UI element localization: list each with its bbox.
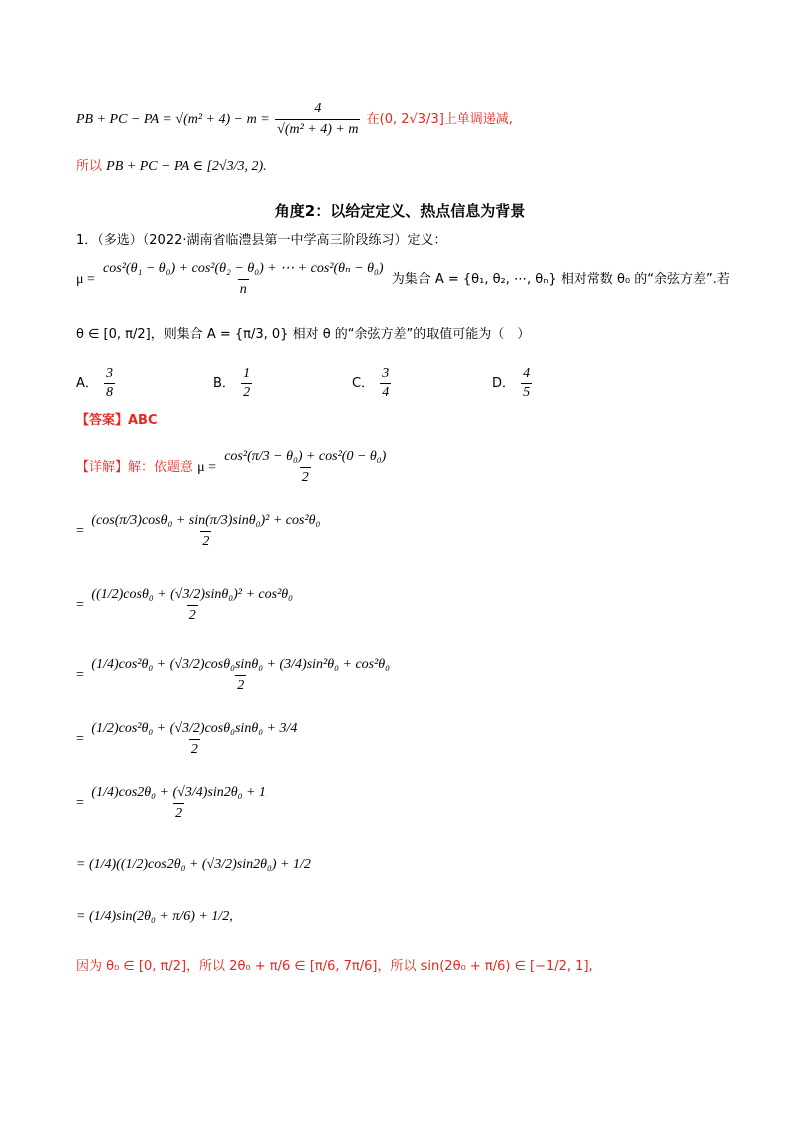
option-a[interactable] — [76, 366, 117, 401]
solution-step-6: = $\frac{\text{(1/4)cos2θ₀ + (√3/4)sin2θ₀ + 1}}{2}$ — [76, 785, 266, 821]
mu-fraction — [101, 260, 386, 299]
option-b-num: 1 — [243, 366, 251, 381]
option-c-label: C． — [352, 376, 375, 391]
condition-line: θ ∈ [0, π/2]，则集合 A = {π/3, 0} 相对 θ 的“余弦方差”的取值可能为（ ） — [76, 327, 531, 342]
mu-description: 为集合 A = {θ₁, θ₂, ⋯, θₙ} 相对常数 θ₀ 的“余弦方差”.若 — [391, 272, 730, 287]
solution-step-8: = (1/4)sin(2θ₀ + π/6) + 1/2, — [76, 909, 233, 924]
step-6-den: 2 — [173, 803, 184, 823]
definition-line — [76, 260, 730, 299]
expr-pb-pc-pa: PB + PC − PA = √(m² + 4) − m = — [76, 112, 274, 127]
step-2-den: 2 — [200, 531, 211, 551]
option-c-den: 4 — [382, 385, 390, 400]
solution-final — [76, 958, 593, 976]
section-heading: 角度2：以给定定义、热点信息为背景 — [274, 202, 526, 220]
option-d-fraction — [521, 366, 532, 401]
monotonic-note: 在(0, 2√3/3]上单调递减, — [366, 112, 513, 127]
mu-symbol: μ = — [76, 272, 95, 287]
mu-numerator: cos²(θ₁ − θ₀) + cos²(θ₂ − θ₀) + ⋯ + cos²(θₙ − θ₀) — [103, 261, 384, 276]
step-1-num: cos²(π/3 − θ₀) + cos²(0 − θ₀) — [224, 449, 387, 464]
option-c[interactable] — [352, 366, 393, 401]
option-b[interactable] — [213, 366, 254, 401]
option-b-den: 2 — [243, 385, 251, 400]
fraction-denominator: √(m² + 4) + m — [275, 119, 360, 139]
solution-step-7: = (1/4)((1/2)cos2θ₀ + (√3/2)sin2θ₀) + 1/2 — [76, 857, 311, 872]
range-expr: PB + PC − PA ∈ [2√3/3, 2). — [106, 159, 267, 174]
step-1-den: 2 — [300, 467, 311, 487]
top-line-1 — [76, 100, 513, 139]
option-b-fraction — [241, 366, 252, 401]
solution-step-4: = $\frac{\text{(1/4)cos²θ₀ + (√3/2)cosθ₀sinθ₀ + (3/4)sin²θ₀ + cos²θ₀}}{2}$ — [76, 657, 391, 693]
fraction-4-over-root — [275, 100, 360, 139]
answer-line: 【答案】ABC — [76, 413, 158, 428]
option-d-den: 5 — [523, 385, 531, 400]
solution-label: 【详解】解：依题意 — [76, 460, 194, 475]
step-2-num: (cos(π/3)cosθ₀ + sin(π/3)sinθ₀)² + cos²θ₀ — [91, 513, 321, 528]
option-c-num: 3 — [382, 366, 390, 381]
problem-intro: 1．（多选）（2022·湖南省临澧县第一中学高三阶段练习）定义： — [76, 233, 447, 248]
mu-equals: μ = — [197, 460, 217, 475]
option-a-num: 3 — [106, 366, 114, 381]
solution-step-3: = $\frac{\text{((1/2)cosθ₀ + (√3/2)sinθ₀)² + cos²θ₀}}{2}$ — [76, 587, 294, 623]
therefore-label: 所以 — [76, 159, 103, 174]
option-d[interactable] — [492, 366, 534, 401]
mu-denominator: n — [238, 279, 249, 299]
solution-step-2: = $\frac{\text{(cos(π/3)cosθ₀ + sin(π/3)sinθ₀)² + cos²θ₀}}{2}$ — [76, 513, 321, 549]
option-a-fraction — [104, 366, 115, 401]
option-a-den: 8 — [106, 385, 114, 400]
step-3-num: ((1/2)cosθ₀ + (√3/2)sinθ₀)² + cos²θ₀ — [91, 587, 294, 602]
step-6-num: (1/4)cos2θ₀ + (√3/4)sin2θ₀ + 1 — [91, 785, 266, 800]
final-statement: 因为 θ₀ ∈ [0, π/2]，所以 2θ₀ + π/6 ∈ [π/6, 7π/6]，所以 sin(2θ₀ + π/6) ∈ [−1/2, 1], — [76, 959, 593, 974]
step-4-den: 2 — [235, 675, 246, 695]
step-4-num: (1/4)cos²θ₀ + (√3/2)cosθ₀sinθ₀ + (3/4)sin²θ₀ + cos²θ₀ — [91, 657, 391, 672]
fraction-numerator: 4 — [314, 101, 322, 116]
option-d-num: 4 — [523, 366, 531, 381]
solution-lead — [76, 448, 390, 487]
top-line-2 — [76, 158, 267, 176]
option-c-fraction — [380, 366, 391, 401]
option-b-label: B． — [213, 376, 235, 391]
solution-step-1 — [222, 448, 388, 487]
step-5-num: (1/2)cos²θ₀ + (√3/2)cosθ₀sinθ₀ + 3/4 — [91, 721, 298, 736]
step-5-den: 2 — [189, 739, 200, 759]
step-3-den: 2 — [187, 605, 198, 625]
solution-step-5: = $\frac{\text{(1/2)cos²θ₀ + (√3/2)cosθ₀sinθ₀ + 3/4}}{2}$ — [76, 721, 298, 757]
option-a-label: A． — [76, 376, 98, 391]
option-d-label: D． — [492, 376, 516, 391]
